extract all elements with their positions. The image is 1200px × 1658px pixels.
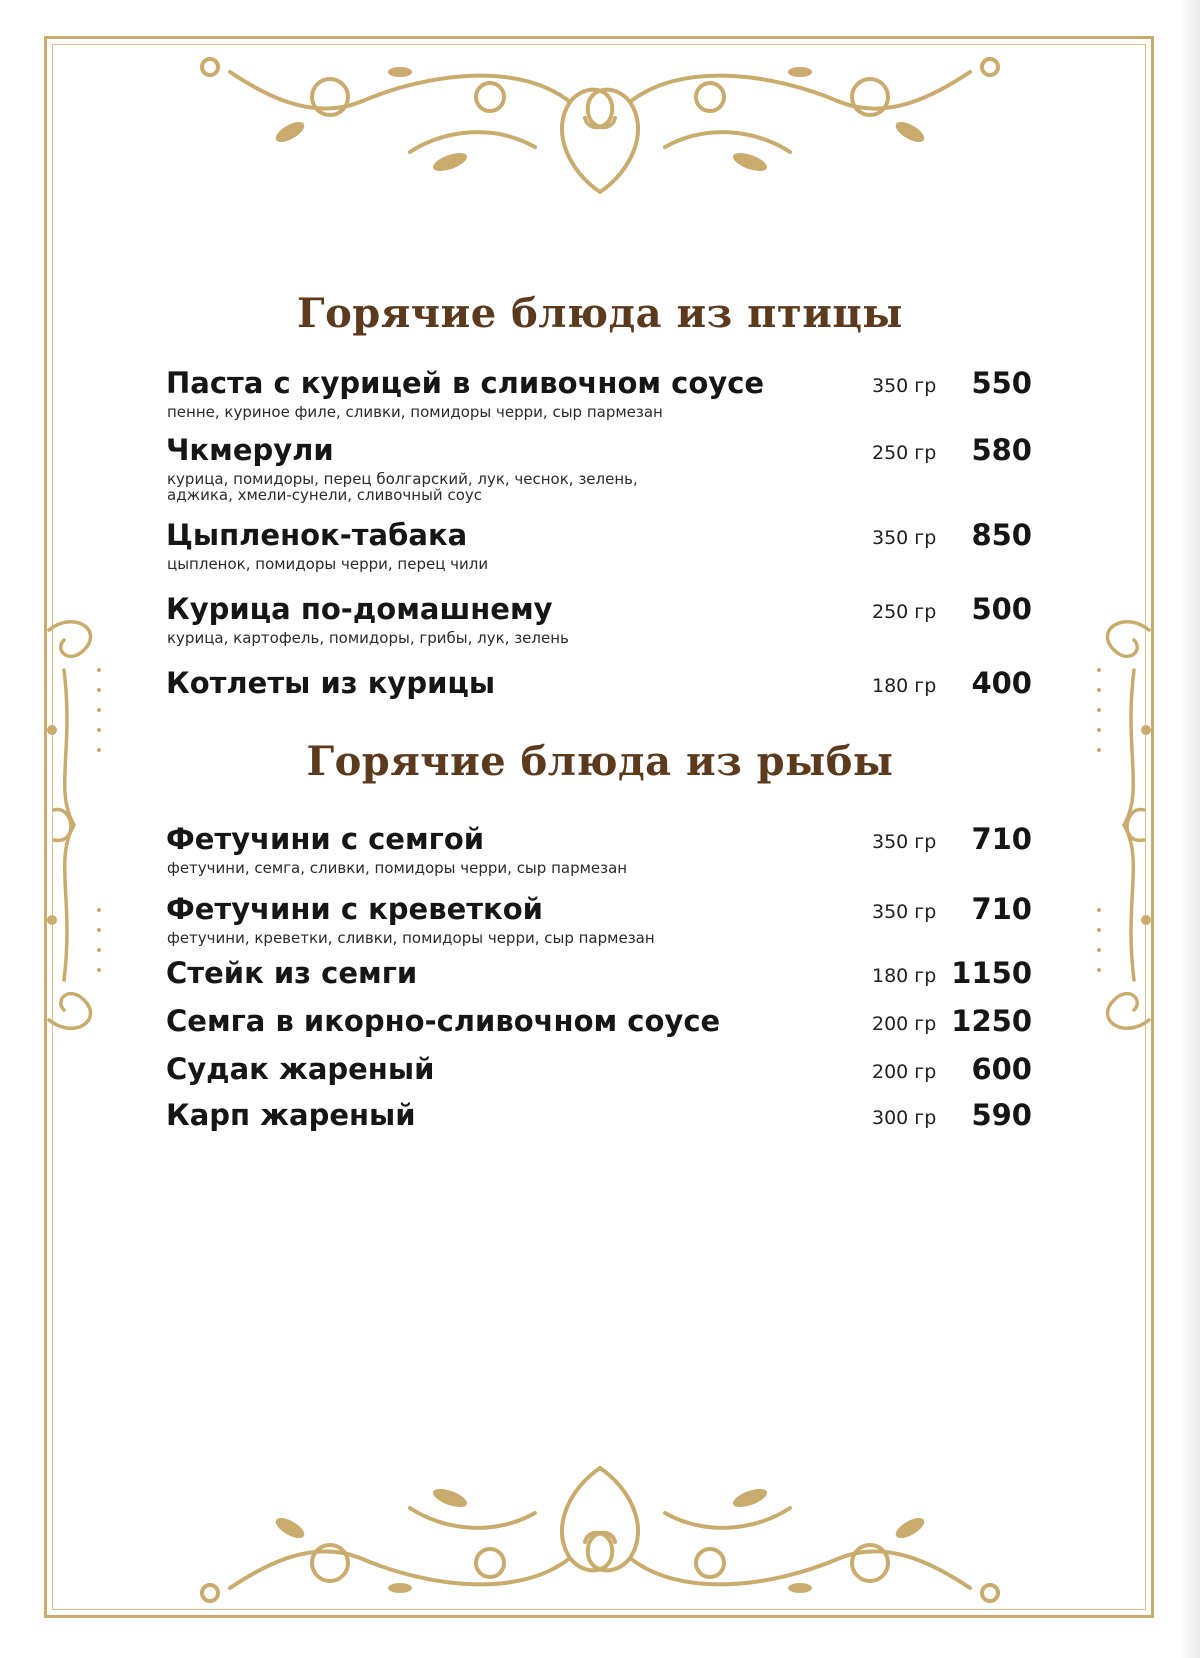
dish-weight: 250 гр — [872, 601, 937, 623]
dish-weight: 180 гр — [872, 675, 937, 697]
dish-weight: 350 гр — [872, 527, 937, 549]
menu-item — [166, 1098, 1046, 1158]
dish-description: цыпленок, помидоры черри, перец чили — [167, 555, 489, 573]
menu-item — [166, 366, 1046, 426]
dish-price: 1150 — [951, 956, 1032, 990]
dish-name: Котлеты из курицы — [166, 666, 496, 700]
dish-weight: 250 гр — [872, 442, 937, 464]
dish-name: Фетучини с креветкой — [166, 892, 543, 926]
dish-description: фетучини, семга, сливки, помидоры черри, сыр пармезан — [167, 859, 628, 877]
dish-name: Паста с курицей в сливочном соусе — [166, 366, 765, 400]
dish-description: курица, картофель, помидоры, грибы, лук, зелень — [167, 629, 569, 647]
dish-price: 550 — [971, 366, 1032, 400]
dish-price: 710 — [971, 822, 1032, 856]
menu-item — [166, 518, 1046, 578]
menu-item — [166, 822, 1046, 882]
dish-price: 580 — [971, 433, 1032, 467]
dish-price: 850 — [971, 518, 1032, 552]
dish-name: Судак жареный — [166, 1052, 435, 1086]
dish-weight: 300 гр — [872, 1107, 937, 1129]
dish-name: Чкмерули — [166, 433, 334, 467]
dish-name: Семга в икорно-сливочном соусе — [166, 1004, 721, 1038]
menu-item — [166, 592, 1046, 652]
dish-weight: 350 гр — [872, 375, 937, 397]
dish-description: курица, помидоры, перец болгарский, лук, чеснок, зелень, аджика, хмели-сунели, сливочный соус — [167, 470, 638, 504]
dish-description: фетучини, креветки, сливки, помидоры черри, сыр пармезан — [167, 929, 655, 947]
section-title-poultry: Горячие блюда из птицы — [296, 290, 904, 337]
right-side-ornament — [1084, 610, 1154, 1040]
dish-weight: 200 гр — [872, 1013, 937, 1035]
dish-price: 600 — [971, 1052, 1032, 1086]
dish-name: Фетучини с семгой — [166, 822, 485, 856]
page-edge-shadow — [1180, 0, 1200, 1658]
dish-price: 590 — [971, 1098, 1032, 1132]
menu-item — [166, 433, 1046, 504]
menu-item — [166, 892, 1046, 952]
dish-name: Карп жареный — [166, 1098, 416, 1132]
dish-name: Стейк из семги — [166, 956, 418, 990]
dish-price: 710 — [971, 892, 1032, 926]
left-side-ornament — [44, 610, 114, 1040]
dish-description: пенне, куриное филе, сливки, помидоры черри, сыр пармезан — [167, 403, 663, 421]
dish-price: 500 — [971, 592, 1032, 626]
dish-name: Цыпленок-табака — [166, 518, 468, 552]
dish-weight: 350 гр — [872, 831, 937, 853]
top-flourish-ornament — [190, 52, 1010, 212]
dish-weight: 350 гр — [872, 901, 937, 923]
dish-price: 1250 — [951, 1004, 1032, 1038]
menu-item — [166, 666, 1046, 726]
dish-weight: 180 гр — [872, 965, 937, 987]
dish-price: 400 — [971, 666, 1032, 700]
dish-weight: 200 гр — [872, 1061, 937, 1083]
bottom-flourish-ornament — [190, 1448, 1010, 1608]
section-title-fish: Горячие блюда из рыбы — [306, 738, 894, 785]
dish-name: Курица по-домашнему — [166, 592, 553, 626]
